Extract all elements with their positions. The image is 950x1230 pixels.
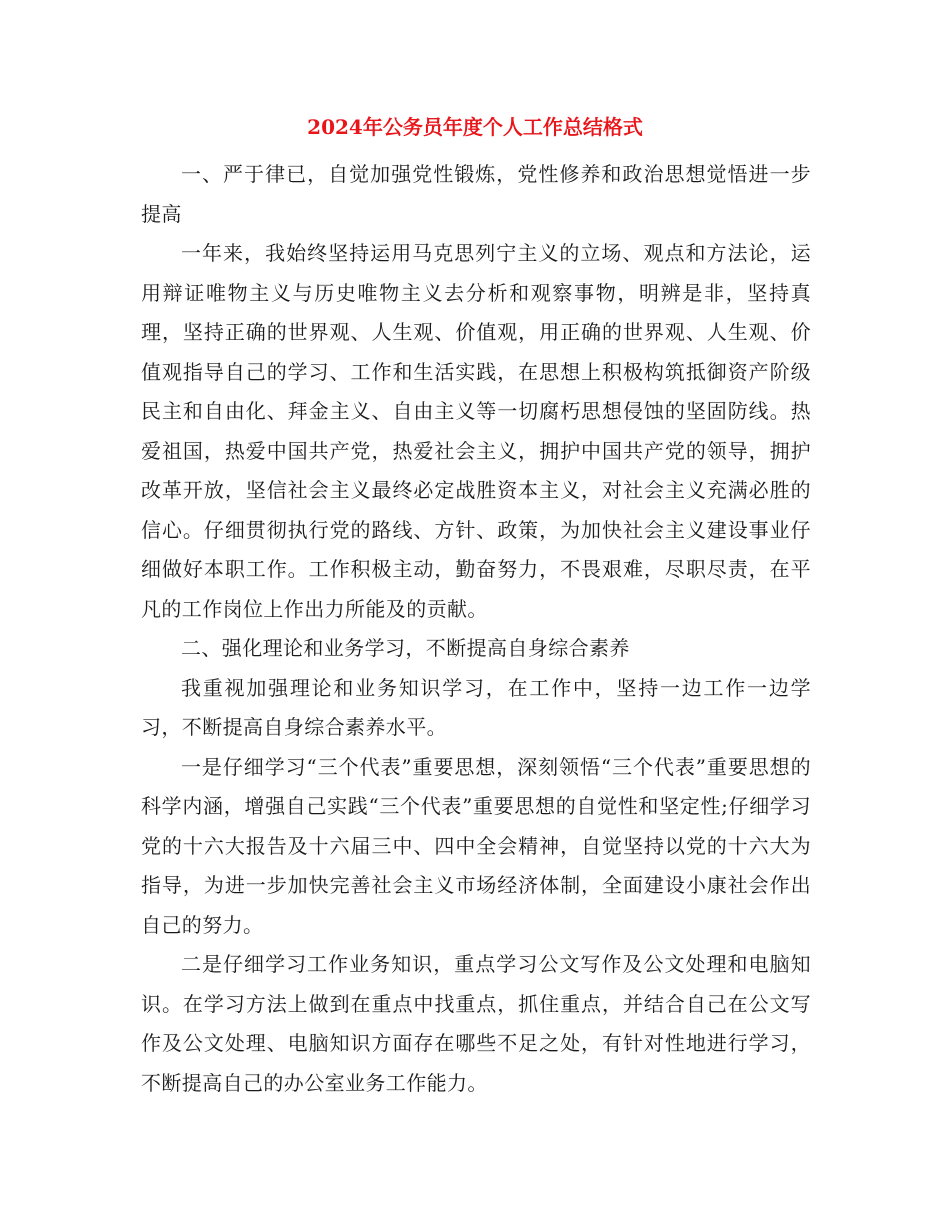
paragraph-section-1-body: 一年来，我始终坚持运用马克思列宁主义的立场、观点和方法论，运用辩证唯物主义与历史唯物主义去分析和观察事物，明辨是非，坚持真理，坚持正确的世界观、人生观、价值观，用正确的世界观、人生观、价值观指导自己的学习、工作和生活实践，在思想上积极构筑抵御资产阶级民主和自由化、拜金主义、自由主义等一切腐朽思想侵蚀的坚固防线。热爱祖国，热爱中国共产党，热爱社会主义，拥护中国共产党的领导，拥护改革开放，坚信社会主义最终必定战胜资本主义，对社会主义充满必胜的信心。仔细贯彻执行党的路线、方针、政策，为加快社会主义建设事业仔细做好本职工作。工作积极主动，勤奋努力，不畏艰难，尽职尽责，在平凡的工作岗位上作出力所能及的贡献。: [141, 241, 811, 621]
heading-section-1: 一、严于律已，自觉加强党性锻炼，党性修养和政治思想觉悟进一步提高: [141, 162, 811, 226]
document-body: [141, 155, 811, 1103]
document-title: 2024年公务员年度个人工作总结格式: [307, 115, 643, 139]
paragraph-point-2: 二是仔细学习工作业务知识，重点学习公文写作及公文处理和电脑知识。在学习方法上做到在重点中找重点，抓住重点，并结合自己在公文写作及公文处理、电脑知识方面存在哪些不足之处，有针对性地进行学习，不断提高自己的办公室业务工作能力。: [141, 952, 811, 1095]
heading-section-2: 二、强化理论和业务学习，不断提高自身综合素养: [181, 636, 630, 660]
paragraph-point-1: 一是仔细学习“三个代表”重要思想，深刻领悟“三个代表”重要思想的科学内涵，增强自己实践“三个代表”重要思想的自觉性和坚定性;仔细学习党的十六大报告及十六届三中、四中全会精神，自觉坚持以党的十六大为指导，为进一步加快完善社会主义市场经济体制，全面建设小康社会作出自己的努力。: [141, 754, 811, 937]
paragraph-section-2-intro: 我重视加强理论和业务知识学习，在工作中，坚持一边工作一边学习，不断提高自身综合素养水平。: [141, 675, 811, 739]
